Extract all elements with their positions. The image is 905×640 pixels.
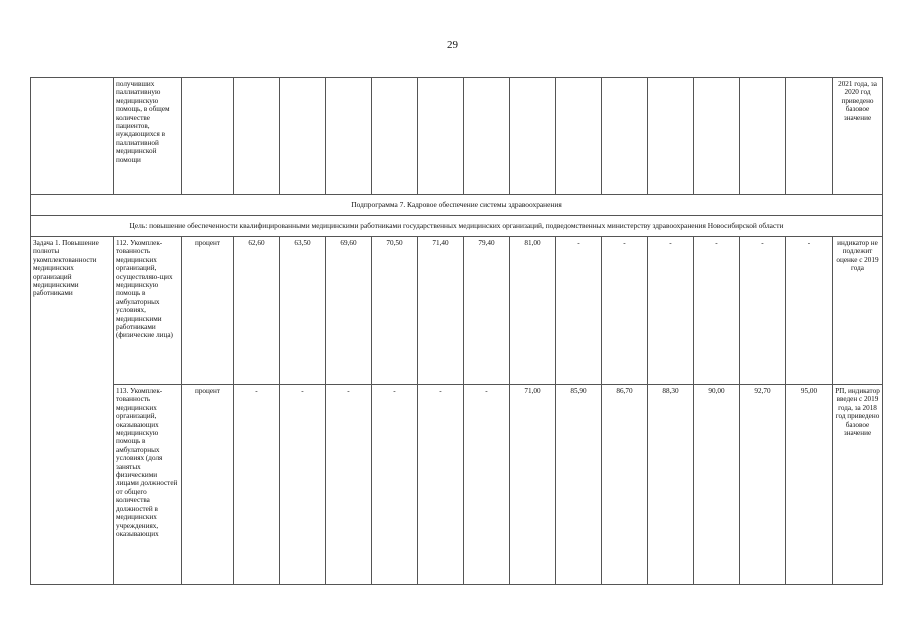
value-cell: 69,60 (326, 237, 372, 385)
value-cell: - (464, 385, 510, 585)
goal-row (31, 216, 883, 237)
value-cell: 86,70 (602, 385, 648, 585)
value-cell (326, 78, 372, 195)
indicator-cell: 112. Укомплек-тованность медицинских организаций, осуществляю-щих медицинскую помощь в амбулаторных условиях, медицинскими работниками (физические лица) (114, 237, 182, 385)
value-cell: 79,40 (464, 237, 510, 385)
value-cell (786, 78, 833, 195)
indicator-cell: 113. Укомплек-тованность медицинских организаций, оказывающих медицинскую помощь в амбулаторных условиях (доля занятых физическими лицами должностей от общего количества должностей в медицинских учреждениях, оказывающих (114, 385, 182, 585)
value-cell (648, 78, 694, 195)
value-cell (740, 78, 786, 195)
unit-cell: процент (182, 237, 234, 385)
value-cell: - (556, 237, 602, 385)
value-cell: - (648, 237, 694, 385)
table-row (31, 78, 883, 195)
value-cell: - (418, 385, 464, 585)
value-cell: - (786, 237, 833, 385)
value-cell: 88,30 (648, 385, 694, 585)
value-cell: 62,60 (234, 237, 280, 385)
value-cell: - (234, 385, 280, 585)
value-cell: 71,40 (418, 237, 464, 385)
unit-cell: процент (182, 385, 234, 585)
note-cell: 2021 года, за 2020 год приведено базовое значение (833, 78, 883, 195)
value-cell: 92,70 (740, 385, 786, 585)
value-cell: 81,00 (510, 237, 556, 385)
value-cell: 95,00 (786, 385, 833, 585)
table-row (31, 237, 883, 385)
task-cell: Задача 1. Повышение полноты укомплектованности медицинских организаций медицинскими работниками (31, 237, 114, 585)
value-cell (694, 78, 740, 195)
value-cell: 85,90 (556, 385, 602, 585)
note-cell: РП, индикатор введен с 2019 года, за 2018 год приведено базовое значение (833, 385, 883, 585)
value-cell: 63,50 (280, 237, 326, 385)
value-cell (602, 78, 648, 195)
value-cell (418, 78, 464, 195)
unit-cell (182, 78, 234, 195)
subprogram-title: Подпрограмма 7. Кадровое обеспечение системы здравоохранения (31, 195, 883, 216)
task-cell (31, 78, 114, 195)
value-cell (280, 78, 326, 195)
value-cell: 90,00 (694, 385, 740, 585)
value-cell: 71,00 (510, 385, 556, 585)
indicators-table (30, 77, 883, 585)
value-cell (464, 78, 510, 195)
value-cell: 70,50 (372, 237, 418, 385)
goal-text: Цель: повышение обеспеченности квалифицированными медицинскими работниками государственных медицинских организаций, подведомственных министерству здравоохранения Новосибирской области (31, 216, 883, 237)
page-number: 29 (447, 39, 458, 51)
value-cell: - (694, 237, 740, 385)
value-cell: - (280, 385, 326, 585)
value-cell (234, 78, 280, 195)
value-cell (556, 78, 602, 195)
value-cell: - (326, 385, 372, 585)
value-cell: - (740, 237, 786, 385)
value-cell: - (372, 385, 418, 585)
value-cell: - (602, 237, 648, 385)
subprogram-row (31, 195, 883, 216)
indicator-cell: получивших паллиативную медицинскую помощь, в общем количестве пациентов, нуждающихся в паллиативной медицинской помощи (114, 78, 182, 195)
table-row (31, 385, 883, 585)
note-cell: индикатор не подлежит оценке с 2019 года (833, 237, 883, 385)
value-cell (372, 78, 418, 195)
value-cell (510, 78, 556, 195)
